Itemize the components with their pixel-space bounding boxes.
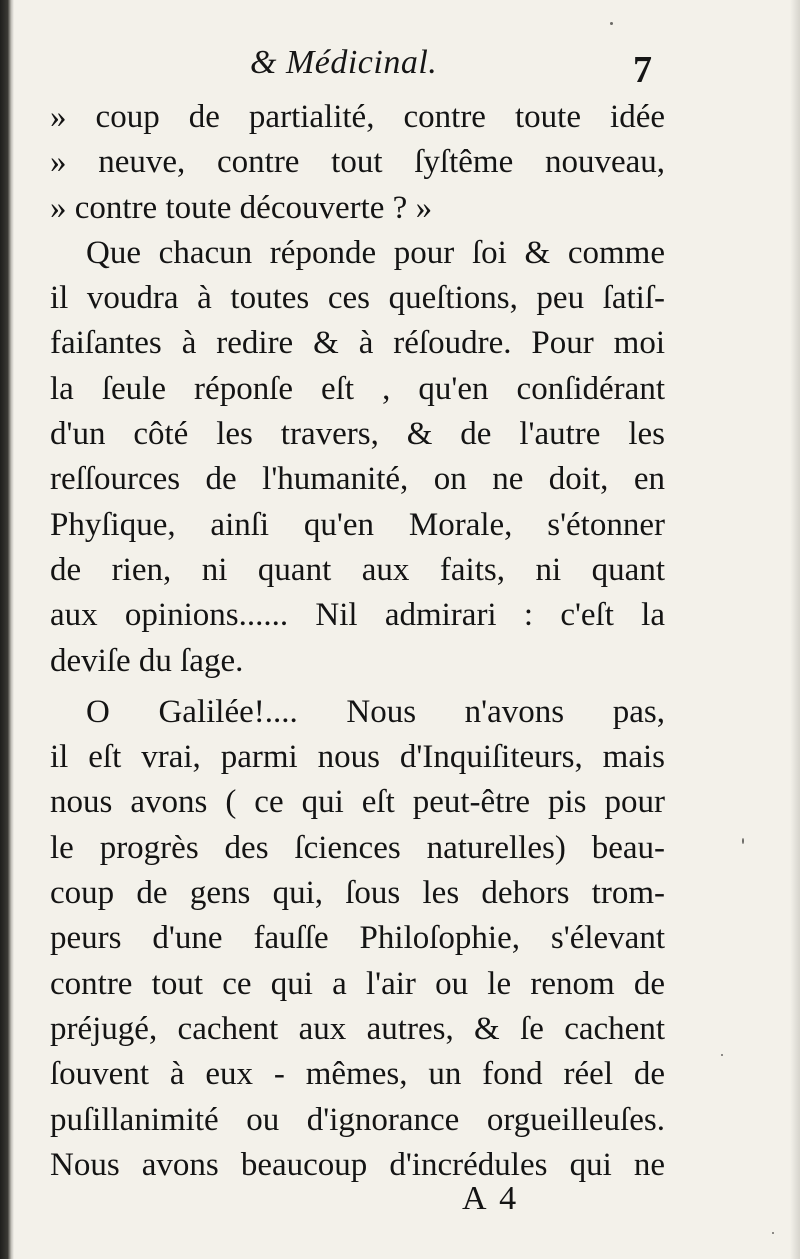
paper-speck — [610, 22, 613, 25]
text-line: » neuve, contre tout ſyſtême nouveau, — [50, 144, 665, 181]
text-line: d'un côté les travers, & de l'autre les — [50, 416, 665, 453]
text-line: faiſantes à redire & à réſoudre. Pour moi — [50, 325, 665, 362]
text-line: il voudra à toutes ces queſtions, peu ſatiſ- — [50, 280, 665, 317]
text-line: ſouvent à eux - mêmes, un fond réel de — [50, 1056, 665, 1093]
text-line: la ſeule réponſe eſt , qu'en conſidérant — [50, 370, 665, 407]
text-line: coup de gens qui, ſous les dehors trom- — [50, 875, 665, 912]
text-line: puſillanimité ou d'ignorance orgueilleuſes. — [50, 1101, 665, 1138]
text-line: il eſt vrai, parmi nous d'Inquiſiteurs, mais — [50, 739, 665, 776]
text-line: contre tout ce qui a l'air ou le renom de — [50, 965, 665, 1002]
text-line: le progrès des ſciences naturelles) beau- — [50, 829, 665, 866]
text-line: aux opinions...... Nil admirari : c'eſt la — [50, 597, 665, 634]
text-line: » coup de partialité, contre toute idée — [50, 99, 665, 135]
paragraph-start-line: Que chacun réponde pour ſoi & comme — [86, 234, 665, 271]
text-line: Phyſique, ainſi qu'en Morale, s'étonner — [50, 506, 665, 543]
text-line: nous avons ( ce qui eſt peut-être pis pour — [50, 784, 665, 821]
page-edge-shadow — [790, 0, 800, 1259]
page-header — [0, 44, 800, 94]
text-line: de rien, ni quant aux faits, ni quant — [50, 551, 665, 588]
paragraph-start-line: O Galilée!.... Nous n'avons pas, — [86, 693, 665, 730]
page-number: 7 — [633, 49, 652, 91]
signature-mark: A 4 — [462, 1180, 520, 1217]
text-line: » contre toute découverte ? » — [50, 189, 433, 226]
binding-edge — [0, 0, 14, 1259]
page-footer — [0, 1180, 800, 1230]
running-head: & Médicinal. — [250, 44, 438, 81]
paper-speck — [721, 1054, 723, 1056]
text-line: Nous avons beaucoup d'incrédules qui ne — [50, 1146, 665, 1183]
text-line: reſſources de l'humanité, on ne doit, en — [50, 461, 665, 498]
paper-speck — [742, 838, 744, 844]
text-line: préjugé, cachent aux autres, & ſe cachent — [50, 1010, 665, 1047]
paper-speck — [772, 1232, 774, 1234]
text-line: peurs d'une fauſſe Philoſophie, s'élevant — [50, 920, 665, 957]
text-line: deviſe du ſage. — [50, 642, 244, 679]
body-text — [50, 95, 665, 1188]
